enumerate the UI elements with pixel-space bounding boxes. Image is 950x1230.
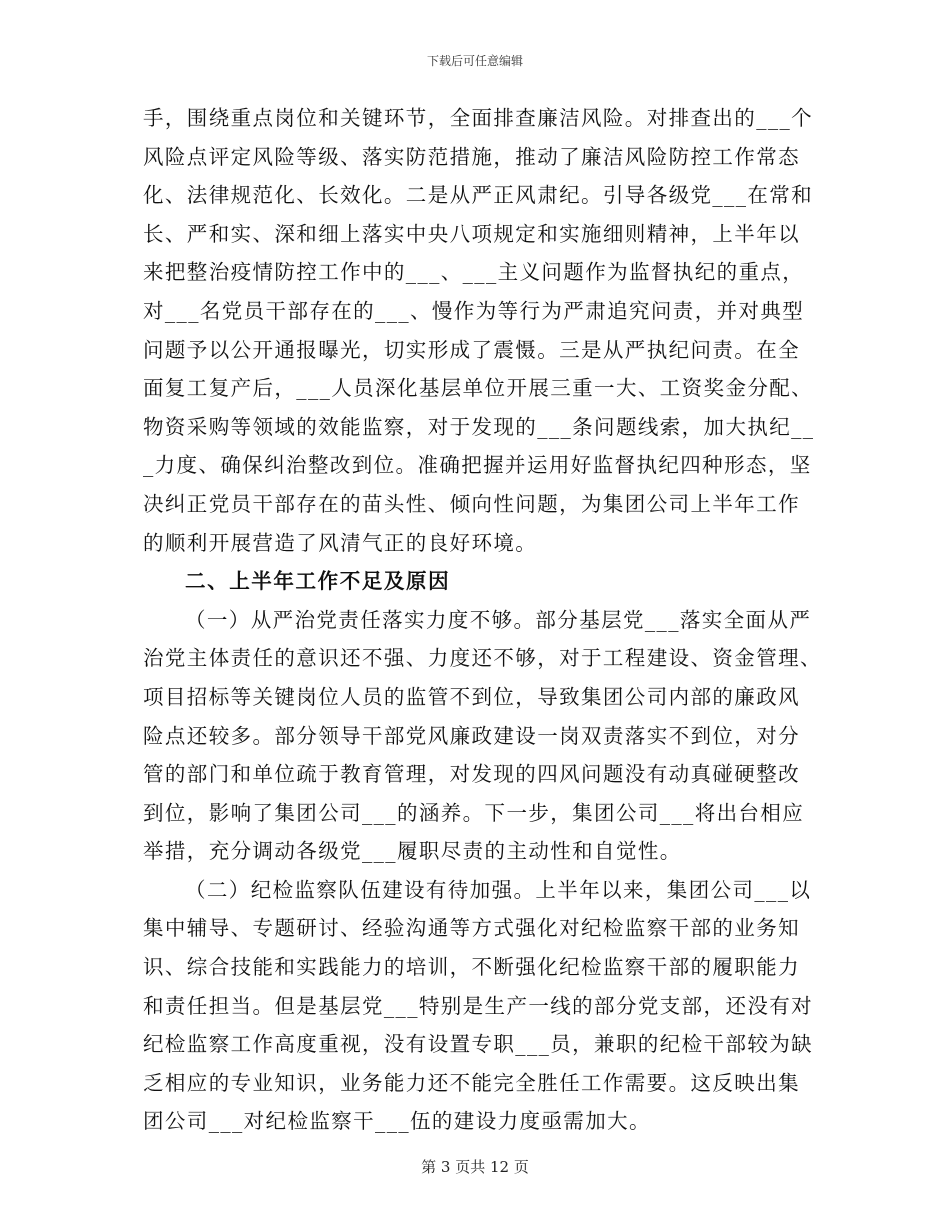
paragraph-risk-control — [143, 99, 815, 562]
text-line: 长、严和实、深和细上落实中央八项规定和实施细则精神，上半年以 — [143, 221, 800, 246]
text-line: 举措，充分调动各级党___履职尽责的主动性和自觉性。 — [143, 839, 682, 864]
paragraph-responsibility — [143, 601, 822, 871]
text-line: 决纠正党员干部存在的苗头性、倾向性问题，为集团公司上半年工作 — [143, 491, 800, 516]
text-line: 集中辅导、专题研讨、经验沟通等方式强化对纪检监察干部的业务知 — [143, 916, 800, 941]
text-line: 问题予以公开通报曝光，切实形成了震慑。三是从严执纪问责。在全 — [143, 337, 800, 362]
text-line: 和责任担当。但是基层党___特别是生产一线的部分党支部，还没有对 — [143, 993, 814, 1018]
text-line: （二）纪检监察队伍建设有待加强。上半年以来，集团公司___以 — [185, 877, 812, 902]
text-line: 手，围绕重点岗位和关键环节，全面排查廉洁风险。对排查出的___个 — [143, 106, 814, 130]
text-line: 乏相应的专业知识，业务能力还不能完全胜任工作需要。这反映出集 — [143, 1070, 800, 1095]
paragraph-team-building — [143, 871, 814, 1141]
text-line: 管的部门和单位疏于教育管理，对发现的四风问题没有动真碰硬整改 — [143, 762, 800, 787]
text-line: 治党主体责任的意识还不强、力度还不够，对于工程建设、资金管理、 — [143, 646, 822, 671]
text-line: 物资采购等领域的效能监察，对于发现的___条问题线索，加大执纪__ — [143, 414, 815, 439]
text-line: 风险点评定风险等级、落实防范措施，推动了廉洁风险防控工作常态 — [143, 144, 800, 169]
section-heading: 二、上半年工作不足及原因 — [185, 569, 451, 594]
page-number: 第 3 页共 12 页 — [421, 1158, 529, 1176]
text-line: 面复工复产后，___人员深化基层单位开展三重一大、工资奖金分配、 — [143, 376, 814, 401]
text-line: 险点还较多。部分领导干部党风廉政建设一岗双责落实不到位，对分 — [143, 723, 800, 748]
text-line: 到位，影响了集团公司___的涵养。下一步，集团公司___将出台相应 — [143, 800, 805, 825]
text-line: 来把整治疫情防控工作中的___、___主义问题作为监督执纪的重点， — [143, 260, 805, 285]
text-line: 识、综合技能和实践能力的培训，不断强化纪检监察干部的履职能力 — [143, 955, 800, 980]
text-line: 对___名党员干部存在的___、慢作为等行为严肃追究问责，并对典型 — [143, 298, 805, 323]
text-line: 化、法律规范化、长效化。二是从严正风肃纪。引导各级党___在常和 — [143, 183, 814, 208]
text-line: 团公司___对纪检监察干___伍的建设力度亟需加大。 — [143, 1109, 651, 1134]
text-line: 项目招标等关键岗位人员的监管不到位，导致集团公司内部的廉政风 — [143, 684, 800, 709]
text-line: 纪检监察工作高度重视，没有设置专职___员，兼职的纪检干部较为缺 — [143, 1032, 814, 1057]
text-line: （一）从严治党责任落实力度不够。部分基层党___落实全面从严 — [185, 607, 812, 632]
text-line: _力度、确保纠治整改到位。准确把握并运用好监督执纪四种形态，坚 — [143, 453, 812, 478]
page-header: 下载后可任意编辑 — [426, 54, 523, 68]
document-body — [143, 99, 822, 1141]
text-line: 的顺利开展营造了风清气正的良好环境。 — [143, 530, 538, 555]
